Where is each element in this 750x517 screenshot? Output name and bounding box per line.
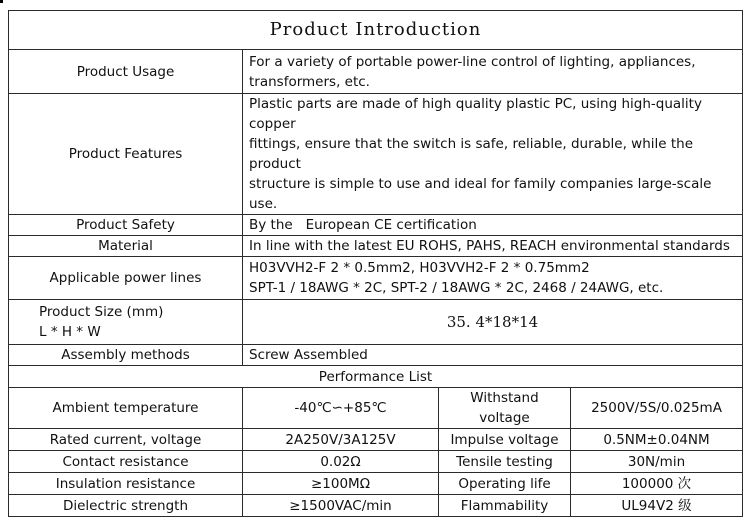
row-label: Product Features (9, 94, 243, 215)
value-line: For a variety of portable power-line control of lighting, appliances, (249, 53, 696, 70)
perf-value: ≥100MΩ (243, 473, 439, 495)
row-value (243, 50, 743, 94)
value-line: transformers, etc. (249, 73, 370, 90)
value-line: Plastic parts are made of high quality plastic PC, using high-quality copper (249, 96, 702, 132)
perf-label: Contact resistance (9, 451, 243, 473)
label-line: Product Size (mm) (39, 304, 164, 320)
row-label: Product Usage (9, 50, 243, 94)
row-label: Assembly methods (9, 345, 243, 366)
value-line: In line with the latest EU ROHS, PAHS, REACH environmental standards (249, 238, 730, 254)
value-line: structure is simple to use and ideal for family companies large-scale use. (249, 176, 712, 212)
perf-value: ≥1500VAC/min (243, 495, 439, 517)
row-value (243, 215, 743, 236)
perf-value: 0.02Ω (243, 451, 439, 473)
perf-value: 30N/min (571, 451, 743, 473)
row-label: Product Safety (9, 215, 243, 236)
performance-heading: Performance List (9, 366, 743, 388)
perf-label: Operating life (439, 473, 571, 495)
perf-value: -40℃∽+85℃ (243, 388, 439, 429)
row-label: Material (9, 236, 243, 257)
table-row (9, 388, 743, 429)
row-label: Applicable power lines (9, 257, 243, 300)
table-row (9, 495, 743, 517)
corner-mark (0, 0, 3, 3)
table-row (9, 50, 743, 94)
table-row (9, 236, 743, 257)
row-label (9, 300, 243, 345)
value-line: By the European CE certification (249, 217, 477, 233)
perf-label: Impulse voltage (439, 429, 571, 451)
table-title: Product Introduction (9, 11, 743, 50)
perf-label: Insulation resistance (9, 473, 243, 495)
product-spec-table (8, 10, 743, 517)
perf-label: Ambient temperature (9, 388, 243, 429)
value-line: Screw Assembled (249, 347, 368, 363)
perf-value: 2A250V/3A125V (243, 429, 439, 451)
row-value: 35. 4*18*14 (243, 300, 743, 345)
perf-label: Rated current, voltage (9, 429, 243, 451)
perf-label: Tensile testing (439, 451, 571, 473)
perf-label: Withstand voltage (439, 388, 571, 429)
value-line: SPT-1 / 18AWG * 2C, SPT-2 / 18AWG * 2C, 2468 / 24AWG, etc. (249, 280, 664, 296)
table-row (9, 345, 743, 366)
row-value (243, 345, 743, 366)
table-row (9, 429, 743, 451)
table-row (9, 451, 743, 473)
perf-value: 0.5NM±0.04NM (571, 429, 743, 451)
table-row (9, 473, 743, 495)
row-value (243, 257, 743, 300)
perf-value: UL94V2 级 (571, 495, 743, 517)
row-value (243, 236, 743, 257)
perf-value: 100000 次 (571, 473, 743, 495)
perf-value: 2500V/5S/0.025mA (571, 388, 743, 429)
row-value (243, 94, 743, 215)
value-line: fittings, ensure that the switch is safe, reliable, durable, while the product (249, 136, 693, 172)
label-line: L * H * W (39, 324, 101, 340)
perf-label: Flammability (439, 495, 571, 517)
table-row (9, 300, 743, 345)
perf-label: Dielectric strength (9, 495, 243, 517)
table-row (9, 257, 743, 300)
value-line: H03VVH2-F 2 * 0.5mm2, H03VVH2-F 2 * 0.75mm2 (249, 260, 590, 276)
table-row (9, 215, 743, 236)
table-row (9, 94, 743, 215)
